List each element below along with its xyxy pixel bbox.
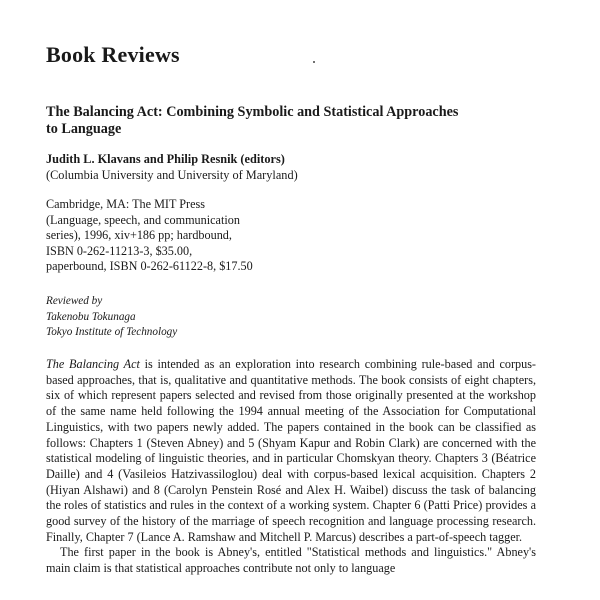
review-title-line: The Balancing Act: Combining Symbolic and Statistical Approaches (46, 104, 459, 120)
reviewer-institution: Tokyo Institute of Technology (46, 326, 178, 338)
publication-info (46, 197, 253, 275)
scan-speck (313, 61, 315, 63)
paragraph-text: is intended as an exploration into research combining rule-based and corpus-based approaches, that is, qualitative and quantitative methods. The book consists of eight chapters, six of which represent papers selected and revised from those originally presented at the workshop of the same name held following the 1994 annual meeting of the Association for Computational Linguistics, with two papers newly added. The papers contained in the book can be classified as follows: Chapters 1 (Steven Abney) and 5 (Shyam Kapur and Robin Clark) are concerned with the statistical modeling of linguistic theories, and in particular Chomskyan theory. Chapters 3 (Béatrice Daille) and 4 (Vasileios Hatzivassiloglou) deal with corpus-based lexical acquisition. Chapters 2 (Hiyan Alshawi) and 8 (Carolyn Penstein Rosé and Alex H. Waibel) discuss the task of balancing the roles of statistics and rules in the context of a working system. Chapter 6 (Patti Price) provides a good survey of the history of the marriage of speech recognition and language processing research. Finally, Chapter 7 (Lance A. Ramshaw and Mitchell P. Marcus) describes a part-of-speech tagger. (46, 357, 536, 544)
publication-line: paperbound, ISBN 0-262-61122-8, $17.50 (46, 259, 253, 274)
publication-line: ISBN 0-262-11213-3, $35.00, (46, 243, 193, 258)
book-editors: Judith L. Klavans and Philip Resnik (editors) (46, 152, 285, 166)
reviewer-line: Reviewed by (46, 295, 103, 307)
review-title-line: to Language (46, 121, 122, 137)
reviewer-name: Takenobu Tokunaga (46, 310, 136, 323)
publication-line: (Language, speech, and communication (46, 212, 240, 227)
editor-affiliation: (Columbia University and University of Maryland) (46, 168, 298, 182)
reviewer-info (46, 294, 177, 341)
review-body (46, 357, 536, 577)
section-title: Book Reviews (46, 42, 180, 67)
body-paragraph (46, 357, 536, 545)
book-title-italic: The Balancing Act (46, 357, 140, 371)
publication-line: series), 1996, xiv+186 pp; hardbound, (46, 228, 232, 243)
publication-line: Cambridge, MA: The MIT Press (46, 197, 205, 211)
body-paragraph: The first paper in the book is Abney's, entitled "Statistical methods and linguistics." Abney's main claim is that statistical approaches contribute not only to language (46, 545, 536, 576)
review-book-title (46, 104, 546, 138)
